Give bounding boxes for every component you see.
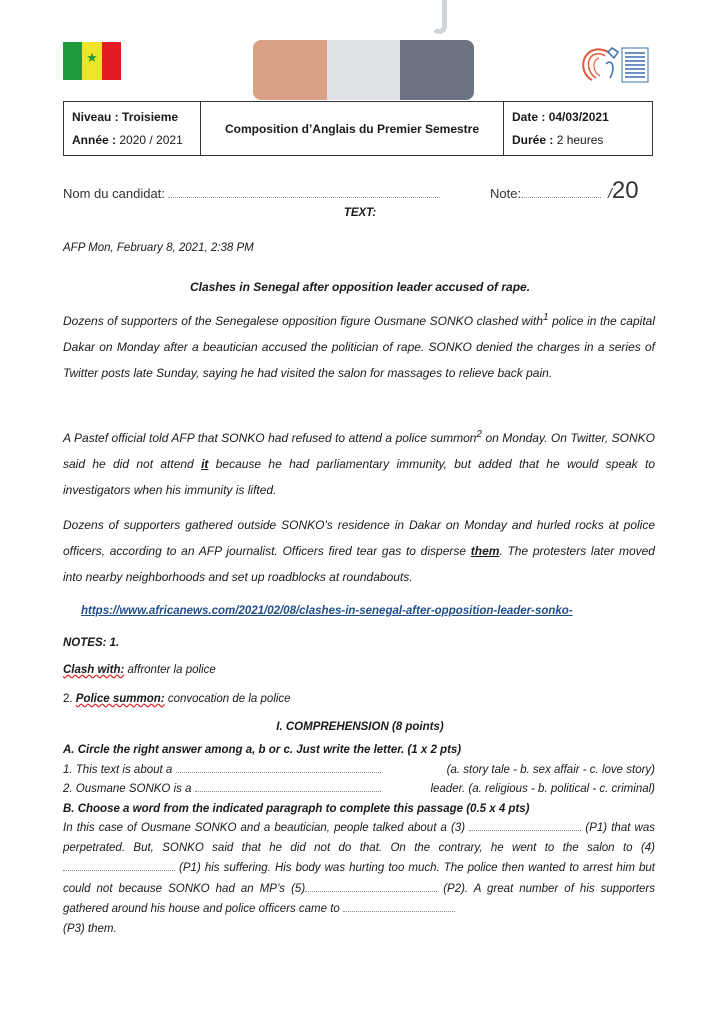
swatch-light-gray	[327, 40, 401, 100]
grade-label: Note:	[490, 186, 522, 201]
part-a-instruction: A. Circle the right answer among a, b or c. Just write the letter. (1 x 2 pts)	[63, 744, 462, 756]
blank-4[interactable]	[63, 861, 175, 871]
note-2: 2. Police summon: convocation de la police	[63, 693, 291, 705]
pen-decoration	[431, 0, 447, 34]
swatch-peach	[253, 40, 327, 100]
duree-label: Durée :	[512, 132, 554, 147]
niveau-label: Niveau :	[72, 110, 119, 125]
article-headline: Clashes in Senegal after opposition leader accused of rape.	[189, 280, 531, 294]
exam-title-cell	[201, 102, 504, 155]
question-1: 1. This text is about a (a. story tale - b. sex affair - c. love story)	[63, 764, 655, 776]
star-icon: ★	[86, 50, 98, 65]
grade-field[interactable]	[490, 186, 601, 201]
blank-5[interactable]	[305, 882, 437, 892]
niveau-value: Troisieme	[122, 110, 179, 125]
blank-3[interactable]	[469, 821, 581, 831]
duree-value: 2 heures	[556, 132, 604, 147]
exam-title: Composition d’Anglais du Premier Semestre	[224, 121, 480, 136]
question-2: 2. Ousmane SONKO is a leader. (a. religious - b. political - c. criminal)	[63, 783, 655, 795]
comprehension-heading: I. COMPREHENSION (8 points)	[276, 721, 444, 733]
underlined-it: it	[201, 457, 209, 471]
date-duration-cell	[504, 102, 652, 155]
paragraph-1: Dozens of supporters of the Senegalese opposition figure Ousmane SONKO clashed with$^1$ police in the capital Dakar on Monday after a beautician accused the politician of rape. SONKO denied the charges in a series of Twitter posts late Sunday, saying he had visited the salon for massages to relieve back pain.	[63, 312, 655, 380]
fill-in-passage: In this case of Ousmane SONKO and a beautician, people talked about a (3) (P1) that was perpetrated. But, SONKO said that he did not do that. On the contrary, he went to the salon to (4) (P1) his suffering. His body was hurting too much. The police then wanted to arrest him but could not because SONKO had an MP’s (5) (P2). A great number of his supporters gathered around his house and police officers came to (P3) them.	[63, 822, 655, 936]
date-label: Date :	[512, 110, 546, 125]
blank-6[interactable]	[343, 902, 455, 912]
answer-2-blank[interactable]	[195, 782, 381, 792]
date-value: 04/03/2021	[548, 110, 609, 125]
level-year-cell	[64, 102, 201, 155]
candidate-name-dotline[interactable]	[168, 189, 440, 198]
swatch-slate	[400, 40, 474, 100]
note-1: Clash with: affronter la police	[63, 664, 216, 676]
candidate-name-label: Nom du candidat:	[63, 186, 165, 201]
grade-dotline[interactable]	[521, 189, 601, 198]
source-link[interactable]: https://www.africanews.com/2021/02/08/clashes-in-senegal-after-opposition-leader-sonko-	[81, 605, 573, 617]
part-b-instruction: B. Choose a word from the indicated paragraph to complete this passage (0.5 x 4 pts)	[63, 803, 530, 815]
paragraph-2: A Pastef official told AFP that SONKO had refused to attend a police summon$^2$ on Monday. On Twitter, SONKO said he did not attend it because he had parliamentary immunity, but added that he would speak to investigators when his immunity is lifted.	[63, 429, 655, 497]
annee-value: 2020 / 2021	[119, 132, 183, 147]
ministry-logo-icon	[578, 44, 652, 86]
annee-label: Année :	[72, 132, 117, 147]
score-total-value: 20	[611, 177, 639, 204]
score-total: /20	[608, 177, 639, 204]
exam-info-table	[63, 101, 653, 156]
text-heading: TEXT:	[343, 207, 377, 219]
answer-1-blank[interactable]	[176, 763, 381, 773]
color-swatch-bar	[253, 40, 474, 100]
candidate-name-field[interactable]	[63, 186, 440, 201]
article-dateline: AFP Mon, February 8, 2021, 2:38 PM	[63, 242, 254, 254]
notes-heading: NOTES: 1.	[63, 637, 120, 649]
paragraph-3: Dozens of supporters gathered outside SONKO's residence in Dakar on Monday and hurled rocks at police officers, according to an AFP journalist. Officers fired tear gas to disperse them. The protesters later moved into nearby neighborhoods and set up roadblocks at roundabouts.	[63, 518, 655, 584]
underlined-them: them	[470, 544, 500, 558]
senegal-flag-icon	[63, 42, 121, 80]
